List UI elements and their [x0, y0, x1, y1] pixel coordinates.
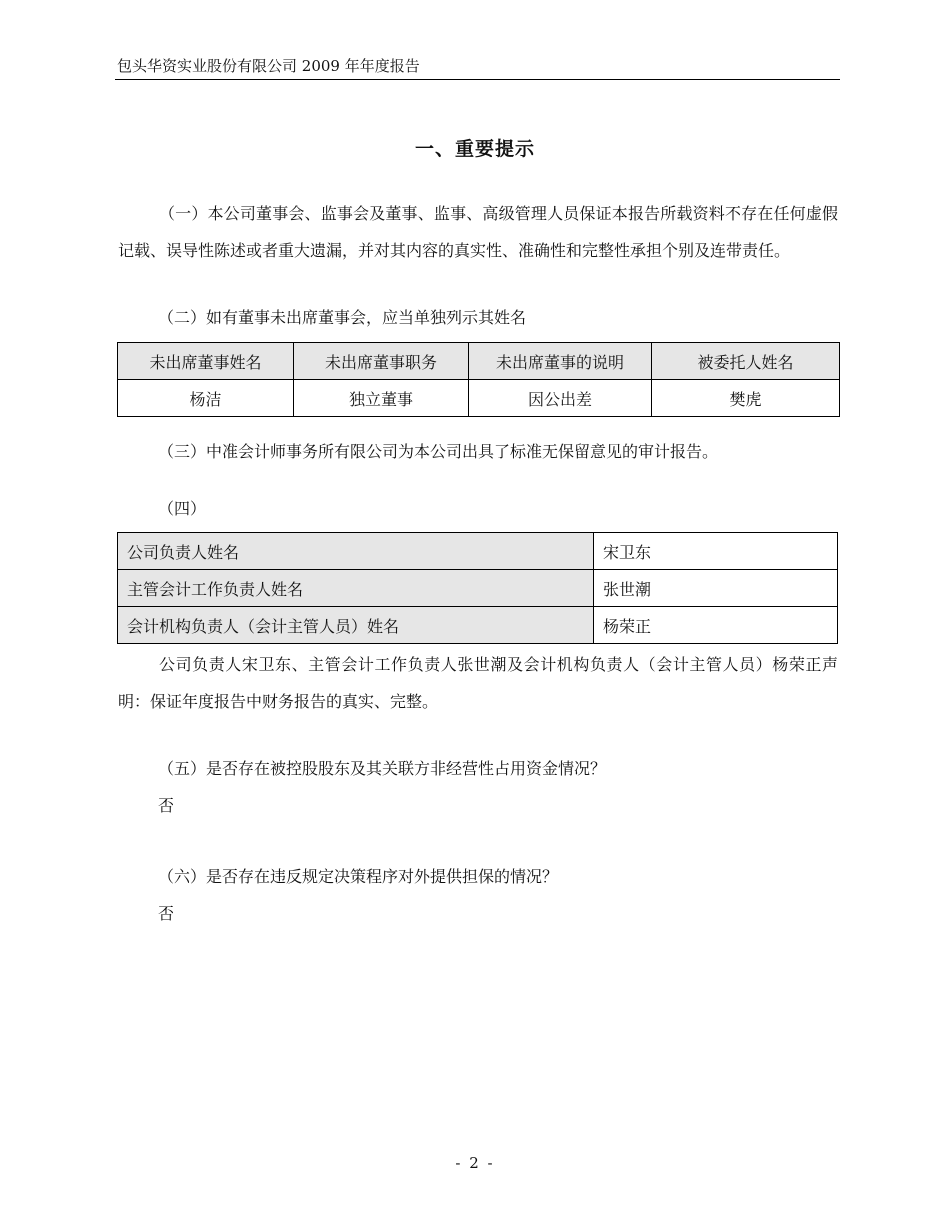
officers-table [117, 532, 838, 644]
header-rule [115, 79, 840, 80]
table-cell: 独立董事 [294, 380, 469, 417]
table-cell-value: 张世潮 [594, 570, 838, 607]
paragraph-2: （二）如有董事未出席董事会，应当单独列示其姓名 [158, 308, 527, 327]
section-title: 一、重要提示 [414, 138, 535, 160]
column-header: 未出席董事姓名 [118, 343, 294, 380]
table-cell: 杨洁 [118, 380, 294, 417]
table-cell: 因公出差 [469, 380, 652, 417]
absent-directors-table [117, 342, 840, 417]
paragraph-4-label: （四） [158, 499, 207, 518]
paragraph-3: （三）中准会计师事务所有限公司为本公司出具了标准无保留意见的审计报告。 [158, 442, 719, 461]
table-header-row [118, 343, 840, 380]
table-cell-key: 会计机构负责人（会计主管人员）姓名 [118, 607, 594, 644]
page-header: 包头华资实业股份有限公司 2009 年年度报告 [117, 57, 420, 75]
table-cell-key: 公司负责人姓名 [118, 533, 594, 570]
table-row [118, 380, 840, 417]
page-number: - 2 - [455, 1154, 495, 1172]
table-cell: 樊虎 [652, 380, 840, 417]
paragraph-6-question: （六）是否存在违反规定决策程序对外提供担保的情况？ [158, 867, 559, 886]
table-cell-value: 宋卫东 [594, 533, 838, 570]
table-row [118, 570, 838, 607]
table-cell-value: 杨荣正 [594, 607, 838, 644]
paragraph-5-answer: 否 [158, 796, 175, 815]
column-header: 未出席董事职务 [294, 343, 469, 380]
table-row [118, 607, 838, 644]
column-header: 未出席董事的说明 [469, 343, 652, 380]
paragraph-1: （一）本公司董事会、监事会及董事、监事、高级管理人员保证本报告所载资料不存在任何虚假记载、误导性陈述或者重大遗漏，并对其内容的真实性、准确性和完整性承担个别及连带责任。 [118, 204, 838, 260]
paragraph-6-answer: 否 [158, 904, 175, 923]
column-header: 被委托人姓名 [652, 343, 840, 380]
paragraph-5-question: （五）是否存在被控股股东及其关联方非经营性占用资金情况？ [158, 759, 607, 778]
officers-statement: 公司负责人宋卫东、主管会计工作负责人张世潮及会计机构负责人（会计主管人员）杨荣正声明：保证年度报告中财务报告的真实、完整。 [118, 655, 838, 711]
table-cell-key: 主管会计工作负责人姓名 [118, 570, 594, 607]
table-row [118, 533, 838, 570]
